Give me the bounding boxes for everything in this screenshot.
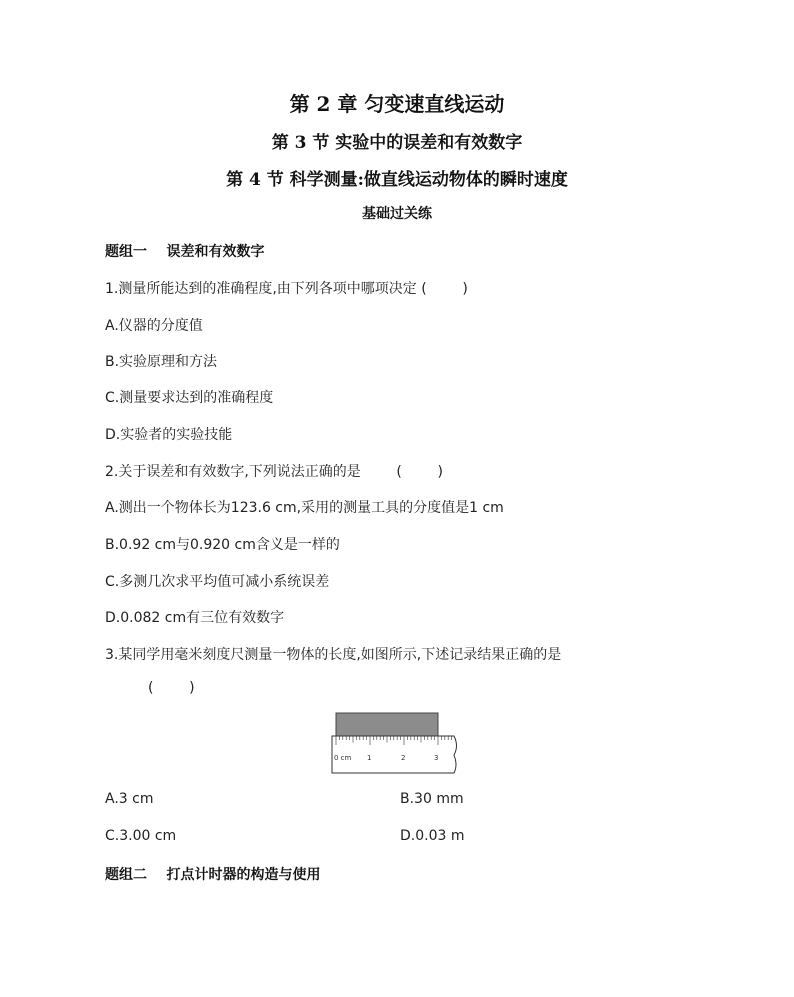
- q3-option-c: C.3.00 cm: [105, 828, 177, 844]
- q2-option-a: A.测出一个物体长为123.6 cm,采用的测量工具的分度值是1 cm: [105, 500, 504, 516]
- section-title-3: 第 3 节 实验中的误差和有效数字: [271, 133, 523, 153]
- section-title-4: 第 4 节 科学测量:做直线运动物体的瞬时速度: [226, 170, 568, 190]
- q1-option-d: D.实验者的实验技能: [105, 427, 233, 443]
- q3-stem: 3.某同学用毫米刻度尺测量一物体的长度,如图所示,下述记录结果正确的是: [105, 647, 562, 663]
- q3-option-b: B.30 mm: [400, 791, 464, 807]
- ruler-label-0: 0 cm: [334, 754, 352, 762]
- q3-option-a: A.3 cm: [105, 791, 154, 807]
- ruler-label-1: 1: [367, 754, 372, 762]
- group2-title: 题组二 打点计时器的构造与使用: [105, 867, 321, 883]
- exercise-subtitle: 基础过关练: [362, 206, 432, 222]
- q1-option-c: C.测量要求达到的准确程度: [105, 390, 274, 406]
- ruler-figure: [330, 711, 462, 777]
- chapter-title: 第 2 章 匀变速直线运动: [289, 92, 505, 116]
- ruler-label-3: 3: [434, 754, 439, 762]
- q2-option-d: D.0.082 cm有三位有效数字: [105, 610, 285, 626]
- q3-answer-blank: ( ): [148, 680, 195, 696]
- q3-option-d: D.0.03 m: [400, 828, 465, 844]
- q1-stem: 1.测量所能达到的准确程度,由下列各项中哪项决定 ( ): [105, 281, 468, 297]
- q2-option-c: C.多测几次求平均值可减小系统误差: [105, 574, 330, 590]
- ruler-label-2: 2: [401, 754, 406, 762]
- q1-option-a: A.仪器的分度值: [105, 318, 203, 334]
- group1-title: 题组一 误差和有效数字: [105, 244, 265, 260]
- q2-stem: 2.关于误差和有效数字,下列说法正确的是 ( ): [105, 464, 443, 480]
- measured-object: [336, 713, 438, 736]
- q1-option-b: B.实验原理和方法: [105, 354, 218, 370]
- q2-option-b: B.0.92 cm与0.920 cm含义是一样的: [105, 537, 340, 553]
